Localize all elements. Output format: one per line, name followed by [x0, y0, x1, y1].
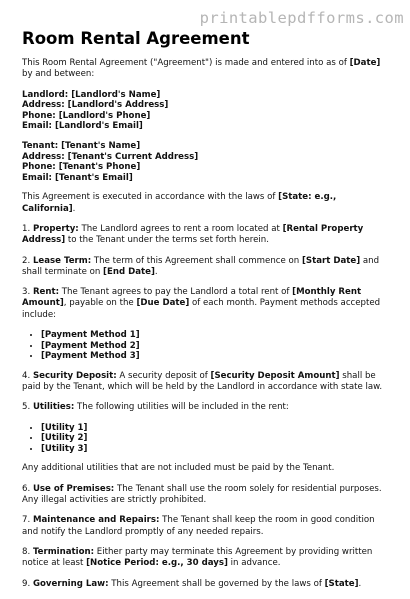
section-text: The term of this Agreement shall commence on	[91, 255, 302, 266]
section-heading: Use of Premises:	[32, 483, 115, 494]
section-text: .	[154, 266, 158, 277]
section-text: of each month. Payment methods accepted include:	[22, 298, 381, 320]
section-property	[22, 224, 392, 247]
rent-amount-placeholder: [Monthly Rent Amount]	[22, 287, 362, 309]
section-number: 8.	[22, 546, 33, 557]
date-placeholder: [Date]	[349, 58, 381, 68]
tenant-phone: Phone: [Tenant's Phone]	[22, 162, 141, 173]
section-number: 5.	[22, 402, 33, 413]
section-heading: Maintenance and Repairs:	[32, 515, 160, 526]
law-text: This Agreement is executed in accordance with the laws of	[22, 192, 279, 203]
list-item: • [Utility 1]	[41, 423, 392, 434]
tenant-name: Tenant: [Tenant's Name]	[22, 140, 141, 151]
section-heading: Lease Term:	[32, 255, 92, 266]
document-title: Room Rental Agreement	[22, 29, 250, 48]
section-rent	[22, 287, 392, 321]
section-text: in advance.	[227, 558, 281, 569]
tenant-block	[22, 141, 392, 183]
landlord-block	[22, 90, 392, 132]
section-heading: Termination:	[32, 546, 95, 557]
section-text: This Agreement shall be governed by the laws of	[108, 578, 325, 589]
section-utilities	[22, 402, 392, 413]
agreement-document	[22, 29, 392, 599]
landlord-address: Address: [Landlord's Address]	[22, 100, 169, 111]
section-text: A security deposit of	[116, 370, 211, 381]
section-text: , payable on the	[63, 298, 137, 309]
section-text: shall be paid by the Tenant, which will be held by the Landlord in accordance with state law.	[22, 370, 383, 393]
utilities-list	[22, 423, 392, 455]
section-text: The Tenant shall use the room solely for residential purposes. Any illegal activities are strictly prohibited.	[22, 483, 382, 506]
section-heading: Governing Law:	[32, 578, 109, 589]
section-number: 1.	[22, 223, 33, 234]
tenant-address: Address: [Tenant's Current Address]	[22, 151, 199, 162]
landlord-phone: Phone: [Landlord's Phone]	[22, 110, 151, 121]
section-text: The Landlord agrees to rent a room located at	[78, 223, 283, 234]
state-placeholder: [State: e.g., California]	[22, 192, 337, 214]
utilities-note: Any additional utilities that are not included must be paid by the Tenant.	[22, 463, 335, 474]
section-number: 3.	[22, 287, 33, 298]
section-heading: Security Deposit:	[32, 370, 117, 381]
list-item: • [Utility 3]	[41, 444, 392, 455]
section-number: 7.	[22, 515, 33, 526]
list-item: • [Payment Method 2]	[41, 341, 392, 352]
section-maintenance	[22, 515, 392, 538]
intro-text: This Room Rental Agreement ("Agreement") is made and entered into as of	[22, 58, 350, 68]
section-heading: Property:	[32, 223, 79, 234]
section-number: 9.	[22, 578, 33, 589]
intro-text-end: by and between:	[22, 69, 95, 80]
notice-period-placeholder: [Notice Period: e.g., 30 days]	[86, 558, 228, 569]
section-text: and shall terminate on	[22, 255, 380, 277]
payment-methods-list	[22, 330, 392, 362]
law-text-end: .	[72, 203, 76, 214]
start-date-placeholder: [Start Date]	[301, 255, 361, 266]
deposit-amount-placeholder: [Security Deposit Amount]	[210, 370, 340, 381]
section-termination	[22, 547, 392, 570]
due-date-placeholder: [Due Date]	[136, 298, 190, 309]
section-heading: Utilities:	[32, 402, 75, 413]
section-number: 6.	[22, 483, 33, 494]
section-text: .	[358, 578, 362, 589]
end-date-placeholder: [End Date]	[103, 266, 155, 277]
landlord-email: Email: [Landlord's Email]	[22, 121, 143, 132]
governing-state-paragraph	[22, 192, 392, 215]
site-watermark: printablepdfforms.com	[199, 9, 404, 27]
list-item: • [Utility 2]	[41, 433, 392, 444]
property-address-placeholder: [Rental Property Address]	[22, 223, 364, 246]
section-lease-term	[22, 256, 392, 279]
section-text: to the Tenant under the terms set forth herein.	[65, 235, 269, 246]
section-text: The following utilities will be included in the rent:	[74, 402, 289, 413]
tenant-email: Email: [Tenant's Email]	[22, 172, 133, 183]
section-use-of-premises	[22, 484, 392, 507]
state-placeholder: [State]	[324, 578, 359, 589]
section-number: 2.	[22, 255, 33, 266]
section-governing-law	[22, 579, 392, 590]
section-text: Either party may terminate this Agreement by providing written notice at least	[22, 546, 373, 569]
intro-paragraph	[22, 58, 392, 81]
section-number: 4.	[22, 370, 33, 381]
list-item: • [Payment Method 1]	[41, 330, 392, 341]
section-text: The Tenant agrees to pay the Landlord a total rent of	[59, 287, 293, 298]
section-heading: Rent:	[32, 287, 60, 298]
section-security-deposit	[22, 371, 392, 394]
section-text: The Tenant shall keep the room in good condition and notify the Landlord promptly of any needed repairs.	[22, 515, 375, 537]
list-item: • [Payment Method 3]	[41, 351, 392, 362]
landlord-name: Landlord: [Landlord's Name]	[22, 89, 161, 100]
